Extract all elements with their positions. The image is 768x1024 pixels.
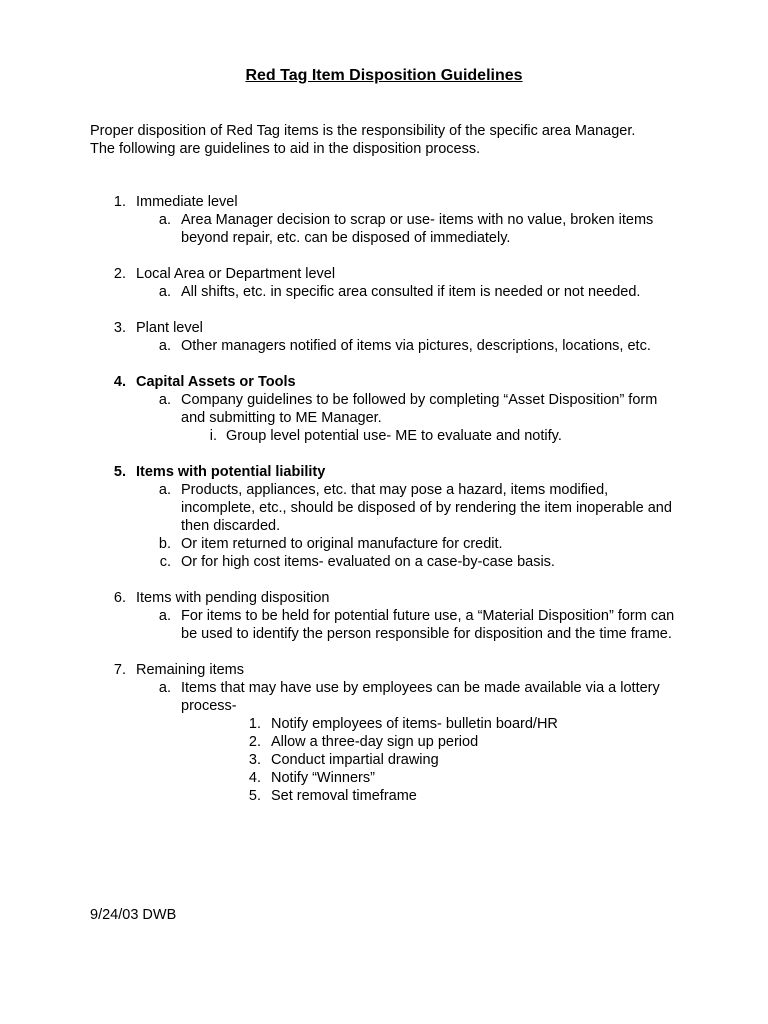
item-number: 3. [113, 320, 126, 336]
step-text: Allow a three-day sign up period [271, 734, 479, 750]
guideline-list [0, 193, 768, 805]
sub-item-text: Items that may have use by employees can be made available via a lottery process- [181, 680, 660, 714]
step-number: 5. [248, 788, 261, 804]
sub-item-text: Or item returned to original manufacture for credit. [181, 536, 503, 552]
sub-item-letter: c. [159, 554, 171, 570]
step-text: Conduct impartial drawing [271, 752, 439, 768]
item-label: Capital Assets or Tools [136, 374, 296, 390]
guideline-item [0, 373, 768, 445]
step-number: 1. [248, 716, 261, 732]
sub-item-letter: b. [158, 536, 171, 552]
sub-item-letter: a. [158, 284, 171, 300]
step-text: Notify employees of items- bulletin board/HR [271, 716, 558, 732]
step-number: 3. [248, 752, 261, 768]
step-number: 4. [248, 770, 261, 786]
guideline-item [0, 589, 768, 643]
sub-item-text: Or for high cost items- evaluated on a case-by-case basis. [181, 554, 555, 570]
guideline-item [0, 463, 768, 571]
sub-item-letter: a. [158, 482, 171, 498]
item-number: 5. [113, 464, 126, 480]
roman-numeral: i. [209, 428, 217, 444]
item-number: 1. [113, 194, 126, 210]
item-number: 7. [113, 662, 126, 678]
sub-item-text: For items to be held for potential future use, a “Material Disposition” form can be used to identify the person responsible for disposition and the time frame. [181, 608, 675, 642]
sub-sub-item-text: Group level potential use- ME to evaluate and notify. [226, 428, 562, 444]
item-label: Remaining items [136, 662, 244, 678]
page-title: Red Tag Item Disposition Guidelines [245, 67, 523, 84]
intro-paragraph [90, 122, 700, 158]
item-label: Items with potential liability [136, 464, 326, 480]
sub-item-text: Other managers notified of items via pictures, descriptions, locations, etc. [181, 338, 651, 354]
item-label: Local Area or Department level [136, 266, 336, 282]
intro-line: Proper disposition of Red Tag items is the responsibility of the specific area Manager. [90, 123, 636, 139]
guideline-item [0, 319, 768, 355]
sub-item-text: All shifts, etc. in specific area consulted if item is needed or not needed. [181, 284, 641, 300]
step-text: Notify “Winners” [271, 770, 375, 786]
sub-item-text: Area Manager decision to scrap or use- items with no value, broken items beyond repair, etc. can be disposed of immediately. [181, 212, 654, 246]
guideline-item [0, 265, 768, 301]
item-label: Plant level [136, 320, 203, 336]
step-number: 2. [248, 734, 261, 750]
item-number: 6. [113, 590, 126, 606]
sub-item-letter: a. [158, 392, 171, 408]
item-label: Immediate level [136, 194, 238, 210]
item-label: Items with pending disposition [136, 590, 330, 606]
item-number: 4. [113, 374, 126, 390]
document-footer: 9/24/03 DWB [90, 907, 177, 923]
sub-item-text: Products, appliances, etc. that may pose a hazard, items modified, incomplete, etc., should be disposed of by rendering the item inoperable and then discarded. [181, 482, 672, 534]
item-number: 2. [113, 266, 126, 282]
guideline-item [0, 193, 768, 247]
sub-item-text: Company guidelines to be followed by completing “Asset Disposition” form and submitting to ME Manager. [181, 392, 658, 426]
sub-item-letter: a. [158, 212, 171, 228]
sub-item-letter: a. [158, 338, 171, 354]
step-text: Set removal timeframe [271, 788, 417, 804]
guideline-item [0, 661, 768, 805]
intro-line: The following are guidelines to aid in the disposition process. [90, 141, 481, 157]
sub-item-letter: a. [158, 680, 171, 696]
sub-item-letter: a. [158, 608, 171, 624]
